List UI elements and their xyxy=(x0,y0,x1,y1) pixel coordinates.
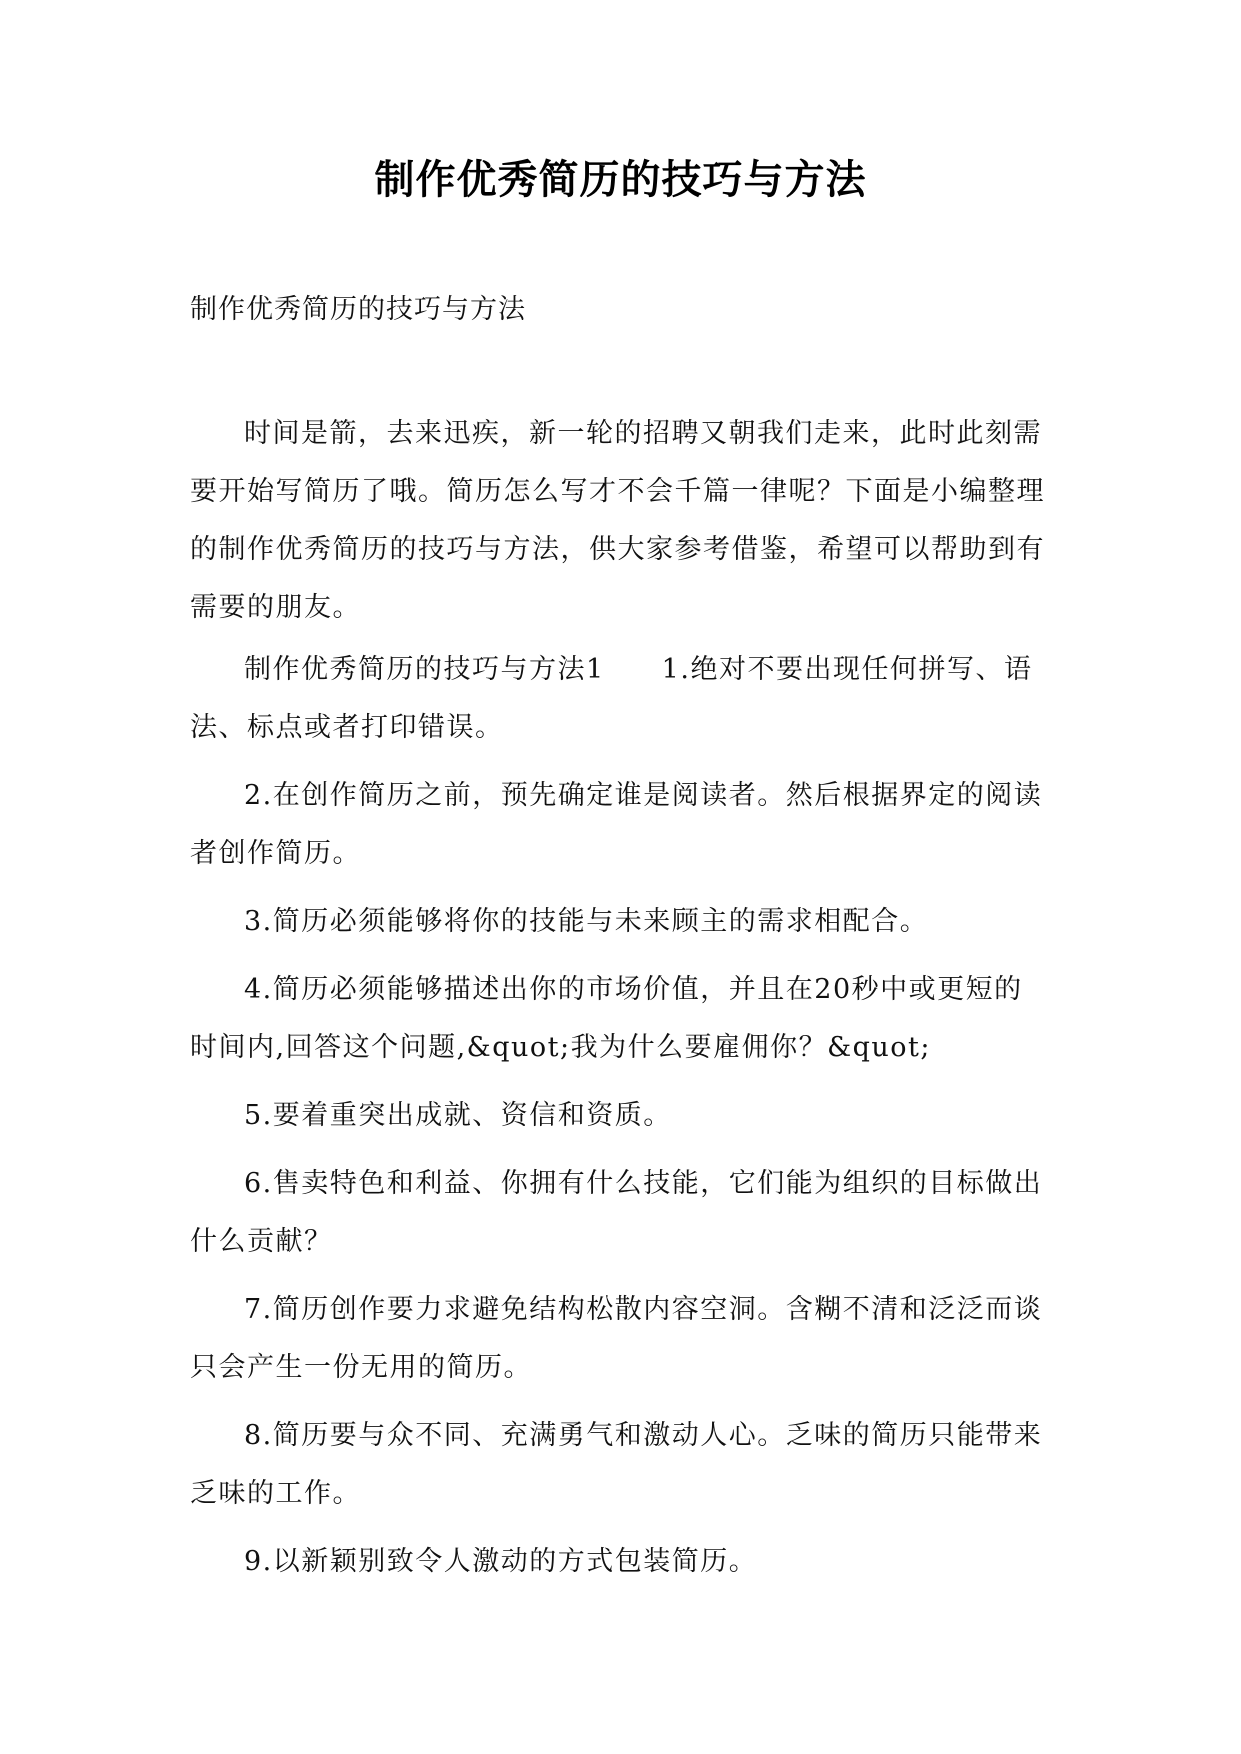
paragraph-tip-3: 3.简历必须能够将你的技能与未来顾主的需求相配合。 xyxy=(244,906,929,937)
paragraph-tip-2: 2.在创作简历之前，预先确定谁是阅读者。然后根据界定的阅读者创作简历。 xyxy=(190,780,1043,869)
paragraph-tip-8: 8.简历要与众不同、充满勇气和激动人心。乏味的简历只能带来乏味的工作。 xyxy=(190,1420,1043,1509)
document-title: 制作优秀简历的技巧与方法 xyxy=(374,157,867,203)
paragraph-tip-4: 4.简历必须能够描述出你的市场价值，并且在20秒中或更短的时间内,回答这个问题,&quot;我为什么要雇佣你？&quot; xyxy=(190,974,1023,1063)
document-body xyxy=(190,405,1050,1601)
paragraph-tip-1: 制作优秀简历的技巧与方法1 1.绝对不要出现任何拼写、语法、标点或者打印错误。 xyxy=(190,654,1033,743)
paragraph-tip-5: 5.要着重突出成就、资信和资质。 xyxy=(244,1100,672,1131)
paragraph-intro: 时间是箭，去来迅疾，新一轮的招聘又朝我们走来，此时此刻需要开始写简历了哦。简历怎么写才不会千篇一律呢？下面是小编整理的制作优秀简历的技巧与方法，供大家参考借鉴，希望可以帮助到有需要的朋友。 xyxy=(190,418,1045,623)
document-subtitle: 制作优秀简历的技巧与方法 xyxy=(190,294,526,325)
paragraph-tip-7: 7.简历创作要力求避免结构松散内容空洞。含糊不清和泛泛而谈只会产生一份无用的简历。 xyxy=(190,1294,1043,1383)
paragraph-tip-6: 6.售卖特色和利益、你拥有什么技能，它们能为组织的目标做出什么贡献？ xyxy=(190,1168,1043,1257)
paragraph-tip-9: 9.以新颖别致令人激动的方式包装简历。 xyxy=(244,1546,758,1577)
